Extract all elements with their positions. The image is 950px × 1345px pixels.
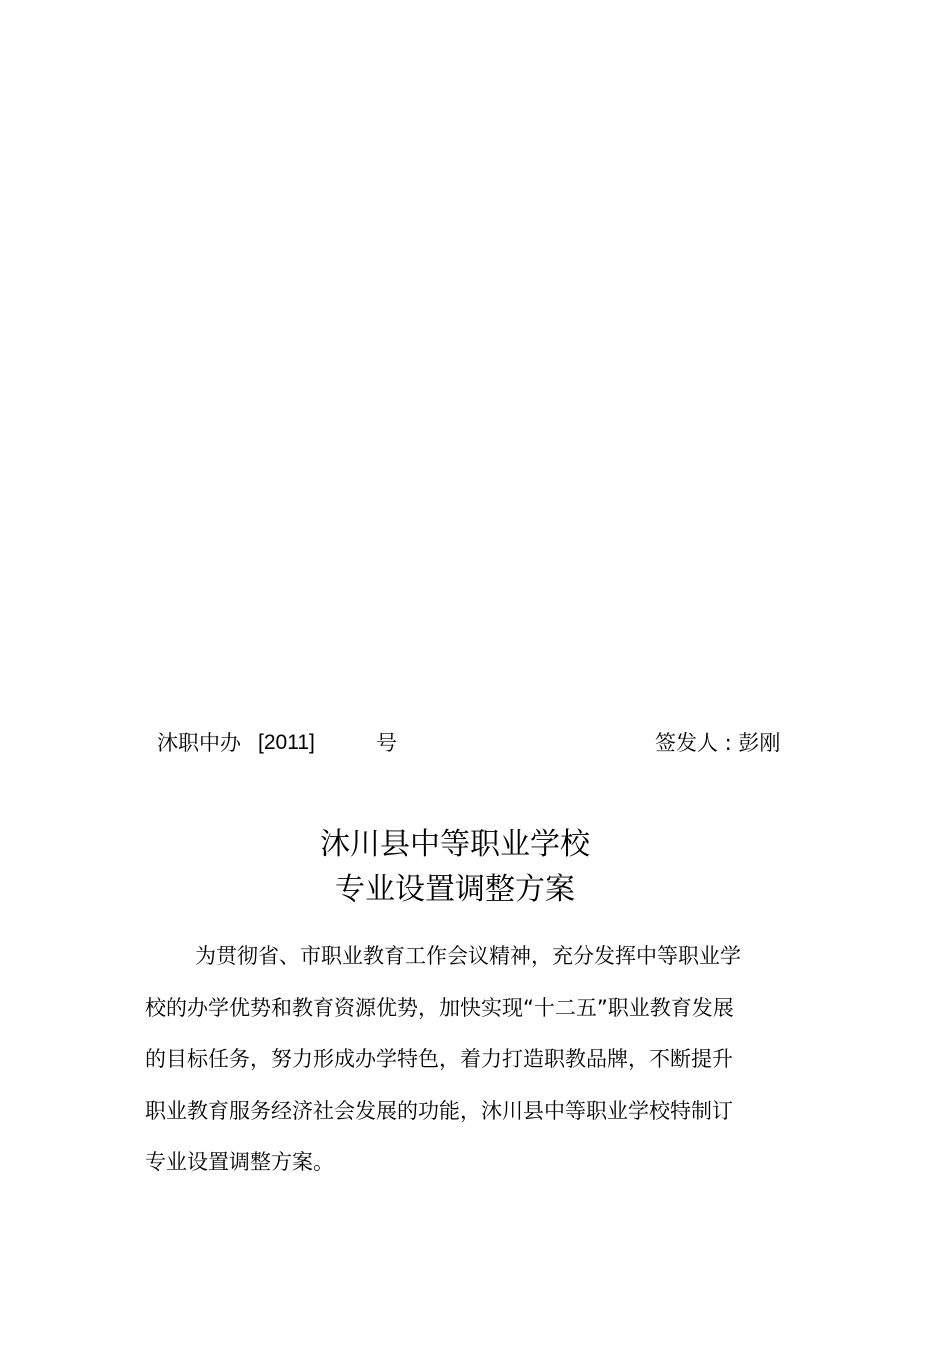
document-title-line1: 沐川县中等职业学校	[320, 827, 590, 862]
document-number-line	[0, 728, 950, 758]
document-number-suffix: 号	[376, 731, 397, 755]
document-title-line2: 专业设置调整方案	[335, 872, 575, 907]
document-number-prefix: 沐职中办	[157, 731, 241, 755]
body-paragraph: 为贯彻省、市职业教育工作会议精神，充分发挥中等职业学校的办学优势和教育资源优势，加快实现“十二五”职业教育发展的目标任务，努力形成办学特色，着力打造职教品牌，不断提升职业教育服务经济社会发展的功能，沐川县中等职业学校特制订专业设置调整方案。	[145, 944, 741, 1174]
document-number-year: [2011]	[258, 731, 315, 754]
issuer-signature: 签发人 : 彭刚	[655, 731, 781, 755]
